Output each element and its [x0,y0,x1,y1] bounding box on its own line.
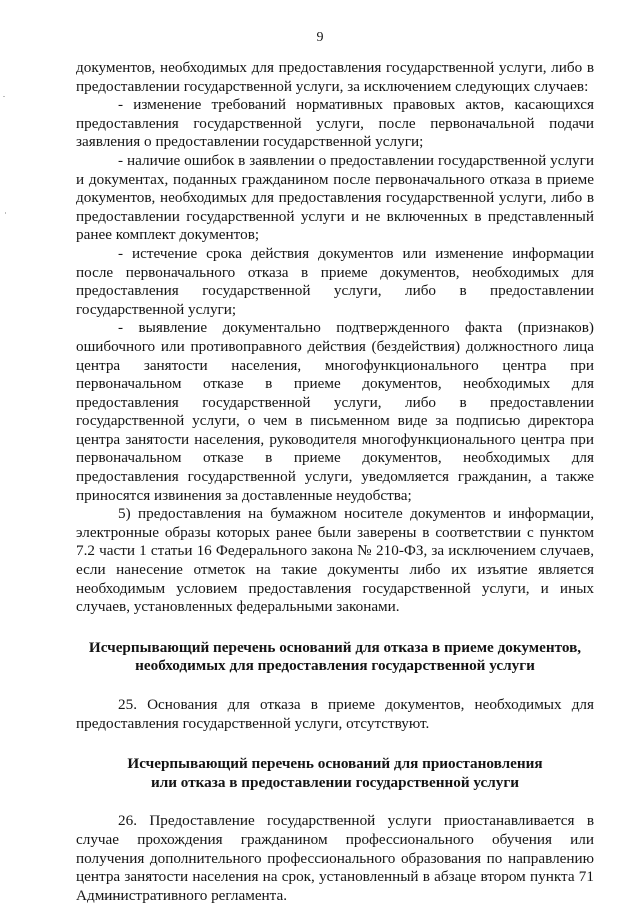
list-item: - изменение требований нормативных правовых актов, касающихся предоставления государственной услуги, после первоначальной подачи заявления о предоставлении государственной услуги; [76,96,594,151]
section-heading-line: Исчерпывающий перечень оснований для отказа в приеме документов, [88,638,582,656]
list-item: - выявление документально подтвержденного факта (признаков) ошибочного или противоправного действия (бездействия) должностного лица центра занятости населения, многофункционального центра при первоначальном отказе в приеме документов, необходимых для предоставления государственной услуги, либо в предоставлении государственной услуги, о чем в письменном виде за подписью директора центра занятости населения, руководителя многофункционального центра при первоначальном отказе в приеме документов, необходимых для предоставления государственной услуги, уведомляется гражданин, а также приносятся извинения за доставленные неудобства; [76,319,594,504]
document-body [76,59,594,905]
paragraph: 26. Предоставление государственной услуги приостанавливается в случае прохождения гражданином профессионального обучения или получения дополнительного профессионального образования по направлению центра занятости населения на срок, установленный в абзаце втором пункта 71 Административного регламента. [76,812,594,904]
paragraph: документов, необходимых для предоставления государственной услуги, либо в предоставлении государственной услуги, за исключением следующих случаев: [76,59,594,95]
list-item: - наличие ошибок в заявлении о предоставлении государственной услуги и документах, поданных гражданином после первоначального отказа в приеме документов, необходимых для предоставления государственной услуги, либо в предоставлении государственной услуги и не включенных в представленный ранее комплект документов; [76,151,594,244]
page-number: 9 [316,30,324,45]
list-item: - истечение срока действия документов или изменение информации после первоначального отказа в приеме документов, необходимых для предоставления государственной услуги, либо в предоставлении государственной услуги; [76,244,594,318]
section-heading-line: или отказа в предоставлении государственной услуги [150,773,519,791]
section-heading-line: Исчерпывающий перечень оснований для приостановления [127,755,543,773]
scan-mark [3,96,5,97]
scan-mark [5,212,6,214]
paragraph: 25. Основания для отказа в приеме документов, необходимых для предоставления государственной услуги, отсутствуют. [76,696,594,732]
section-heading-line: необходимых для предоставления государственной услуги [135,657,535,675]
list-item: 5) предоставления на бумажном носителе документов и информации, электронные образы которых ранее были заверены в соответствии с пунктом 7.2 части 1 статьи 16 Федерального закона № 210-ФЗ, за исключением случаев, если нанесение отметок на такие документы либо их изъятие является необходимым условием предоставления государственной услуги, и иных случаев, установленных федеральными законами. [76,505,594,616]
